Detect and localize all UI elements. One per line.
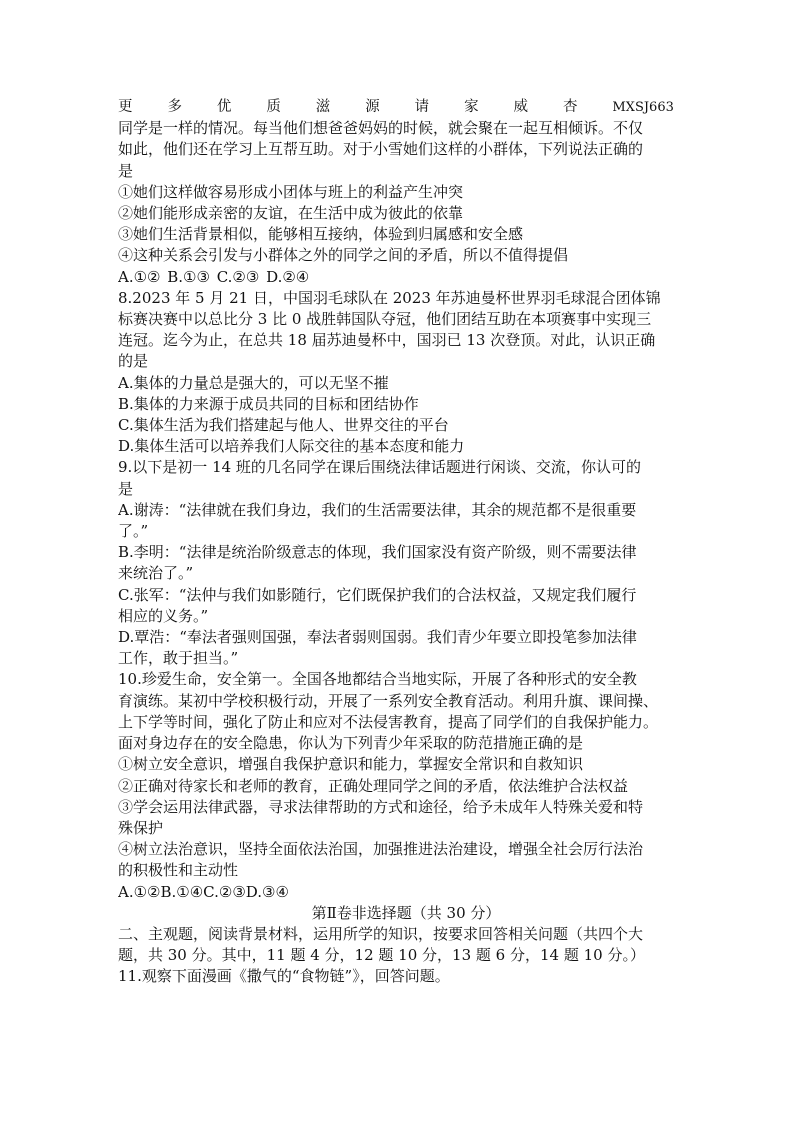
question-11: 11.观察下面漫画《撒气的“食物链”》，回答问题。	[118, 967, 450, 986]
q7-stem: 如此，他们还在学习上互帮互助。对于小雪她们这样的小群体，下列说法正确的	[118, 140, 644, 159]
q8-stem: 连冠。迄今为止，在总共 18 届苏迪曼杯中，国羽已 13 次登顶。对此，认识正确	[118, 331, 656, 350]
part2-intro: 题，共 30 分。其中，11 题 4 分，12 题 10 分，13 题 6 分，14 题 10 分。）	[118, 946, 645, 965]
header-char: 优	[216, 99, 232, 115]
part-2	[118, 903, 674, 988]
q9-stem: 9.以下是初一 14 班的几名同学在课后围绕法律话题进行闲谈、交流，你认可的	[118, 458, 641, 477]
q10-stem: 10.珍爱生命，安全第一。全国各地都结合当地实际，开展了各种形式的安全教	[118, 670, 637, 689]
header-char: 杏	[562, 99, 578, 115]
question-8	[118, 288, 674, 458]
question-10	[118, 669, 674, 902]
exam-page	[118, 97, 674, 988]
q9-stem: 是	[118, 479, 134, 498]
q7-item: ③她们生活背景相似，能够相互接纳，体验到归属感和安全感	[118, 225, 524, 244]
part2-intro: 二、主观题，阅读背景材料，运用所学的知识，按要求回答相关问题（共四个大	[118, 924, 644, 943]
header-char: 质	[266, 99, 281, 115]
q8-stem: 标赛决赛中以总比分 3 比 0 战胜韩国队夺冠，他们团结互助在本项赛事中实现三	[118, 310, 652, 329]
question-9	[118, 457, 674, 669]
q8-option-d: D.集体生活可以培养我们人际交往的基本态度和能力	[118, 437, 465, 456]
header-char: 家	[464, 99, 479, 115]
header-code: MXSJ663	[612, 100, 674, 115]
q9-option-a: 了。”	[118, 522, 149, 541]
q8-option-c: C.集体生活为我们搭建起与他人、世界交往的平台	[118, 416, 449, 435]
q10-item: 殊保护	[118, 818, 164, 837]
q10-options: A.①②B.①④C.②③D.③④	[118, 882, 289, 901]
q10-stem: 上下学等时间，强化了防止和应对不法侵害教育，提高了同学们的自我保护能力。	[118, 712, 659, 731]
header-char: 更	[118, 99, 133, 115]
q9-option-c: 相应的义务。”	[118, 606, 209, 625]
q8-stem: 的是	[118, 352, 149, 371]
q7-stem: 同学是一样的情况。每当他们想爸爸妈妈的时候，就会聚在一起互相倾诉。不仅	[118, 119, 644, 138]
q7-item: ④这种关系会引发与小群体之外的同学之间的矛盾，所以不值得提倡	[118, 246, 569, 265]
q10-item: ③学会运用法律武器，寻求法律帮助的方式和途径，给予未成年人特殊关爱和特	[118, 797, 644, 816]
q9-option-c: C.张军：“法仲与我们如影随行，它们既保护我们的合法权益，又规定我们履行	[118, 585, 637, 604]
q9-option-d: D.覃浩：“奉法者强则国强，奉法者弱则国弱。我们青少年要立即投笔参加法律	[118, 628, 637, 647]
header-char: 多	[167, 99, 182, 115]
header-char: 源	[365, 99, 380, 115]
q10-stem: 面对身边存在的安全隐患，你认为下列青少年采取的防范措施正确的是	[118, 734, 584, 753]
q10-item: ②正确对待家长和老师的教育，正确处理同学之间的矛盾，依法维护合法权益	[118, 776, 629, 795]
header-char: 请	[414, 99, 430, 115]
q8-stem: 8.2023 年 5 月 21 日，中国羽毛球队在 2023 年苏迪曼杯世界羽毛球混合团体锦	[118, 288, 661, 307]
part2-title: 第Ⅱ卷非选择题（共 30 分）	[311, 903, 501, 922]
q9-option-d: 工作，敢于担当。”	[118, 649, 239, 668]
q8-option-a: A.集体的力量总是强大的，可以无坚不摧	[118, 373, 389, 392]
q9-option-a: A.谢涛：“法律就在我们身边，我们的生活需要法律，其余的规范都不是很重要	[118, 500, 637, 519]
q7-options: A.①② B.①③ C.②③ D.②④	[118, 267, 310, 286]
header-char: 滋	[315, 99, 331, 115]
question-7	[118, 118, 674, 288]
q10-item: ④树立法治意识，坚持全面依法治国，加强推进法治建设，增强全社会厉行法治	[118, 840, 644, 859]
q10-item: 的积极性和主动性	[118, 861, 239, 880]
page-header	[118, 97, 674, 118]
header-char: 威	[513, 99, 528, 115]
q10-item: ①树立安全意识，增强自我保护意识和能力，掌握安全常识和自救知识	[118, 755, 584, 774]
q9-option-b: 来统治了。”	[118, 564, 194, 583]
q7-item: ②她们能形成亲密的友谊，在生活中成为彼此的依靠	[118, 204, 464, 223]
q9-option-b: B.李明：“法律是统治阶级意志的体现，我们国家没有资产阶级，则不需要法律	[118, 543, 637, 562]
q10-stem: 育演练。某初中学校积极行动，开展了一系列安全教育活动。利用升旗、课间操、	[118, 691, 659, 710]
q7-stem: 是	[118, 161, 134, 180]
q8-option-b: B.集体的力来源于成员共同的目标和团结协作	[118, 394, 419, 413]
q7-item: ①她们这样做容易形成小团体与班上的利益产生冲突	[118, 182, 464, 201]
